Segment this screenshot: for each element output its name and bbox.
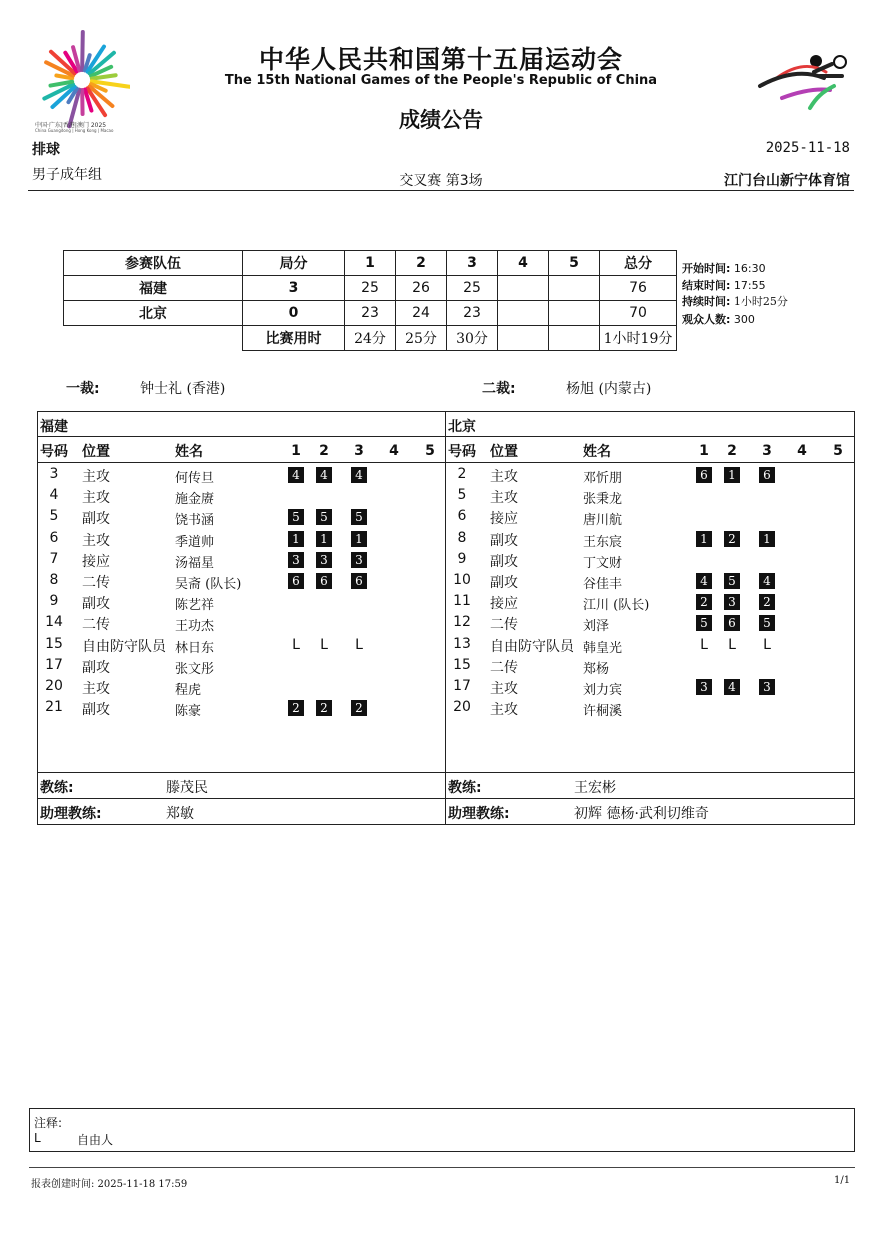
elapsed-time: 持续时间: 1小时25分 bbox=[682, 295, 788, 308]
coach-label: 教练: bbox=[40, 780, 74, 796]
player-name: 陈艺祥 bbox=[175, 598, 215, 614]
set-score bbox=[498, 276, 549, 301]
player-name: 王功杰 bbox=[175, 619, 215, 635]
team-name: 北京 bbox=[64, 301, 243, 326]
starting-position: 6 bbox=[759, 467, 775, 483]
player-number: 6 bbox=[49, 529, 59, 546]
col-set-header: 4 bbox=[389, 443, 399, 459]
starting-position: 5 bbox=[696, 615, 712, 631]
col-set-header: 2 bbox=[727, 443, 737, 459]
starting-position: 2 bbox=[288, 700, 304, 716]
starting-position: 6 bbox=[724, 615, 740, 631]
team-name: 福建 bbox=[64, 276, 243, 301]
starting-position: 1 bbox=[288, 531, 304, 547]
page-number: 1/1 bbox=[834, 1175, 851, 1186]
starting-position: 6 bbox=[351, 573, 367, 589]
player-position: 主攻 bbox=[490, 490, 518, 507]
first-referee: 钟士礼 (香港) bbox=[140, 381, 226, 397]
player-name: 陈豪 bbox=[175, 704, 202, 720]
notes-label: 注释: bbox=[34, 1116, 63, 1130]
col-set-header: 3 bbox=[762, 443, 772, 459]
coach-label: 教练: bbox=[448, 780, 482, 796]
player-number: 13 bbox=[453, 635, 471, 652]
player-position: 二传 bbox=[490, 617, 518, 634]
assistant-coach-name: 郑敏 bbox=[166, 806, 194, 822]
coach-name: 滕茂民 bbox=[166, 780, 208, 796]
player-name: 林日东 bbox=[175, 640, 215, 656]
score-header-row bbox=[64, 251, 677, 276]
player-name: 施金赓 bbox=[175, 492, 215, 508]
set-score: 25 bbox=[345, 276, 396, 301]
player-position: 副攻 bbox=[82, 511, 110, 528]
starting-position: 3 bbox=[288, 552, 304, 568]
header-total: 总分 bbox=[600, 251, 677, 276]
header-set1: 1 bbox=[345, 251, 396, 276]
starting-position: 4 bbox=[759, 573, 775, 589]
col-name-header: 姓名 bbox=[583, 444, 611, 460]
set-score bbox=[498, 301, 549, 326]
set-score: 23 bbox=[345, 301, 396, 326]
player-position: 主攻 bbox=[490, 469, 518, 485]
player-position: 二传 bbox=[490, 659, 518, 676]
player-name: 丁文财 bbox=[583, 555, 623, 571]
notes-meaning: 自由人 bbox=[77, 1133, 114, 1147]
player-name: 江川 (队长) bbox=[583, 598, 650, 614]
player-name: 张秉龙 bbox=[583, 492, 623, 508]
player-number: 17 bbox=[453, 678, 471, 694]
starting-position: 3 bbox=[316, 552, 332, 568]
starting-position: 2 bbox=[759, 594, 775, 610]
player-number: 12 bbox=[453, 614, 471, 631]
col-name-header: 姓名 bbox=[175, 444, 203, 460]
player-name: 张文彤 bbox=[175, 661, 215, 677]
report-created: 报表创建时间: 2025-11-18 17:59 bbox=[31, 1179, 188, 1190]
player-number: 5 bbox=[457, 487, 467, 504]
round-label: 交叉赛 第3场 bbox=[399, 173, 483, 189]
logo-caption-en: China Guangdong | Hong Kong | Macao bbox=[35, 128, 114, 133]
starting-position: 3 bbox=[724, 594, 740, 610]
player-position: 副攻 bbox=[82, 596, 110, 613]
starting-position: 4 bbox=[724, 679, 740, 695]
duration-row bbox=[64, 326, 677, 351]
first-referee-label: 一裁: bbox=[66, 381, 100, 397]
starting-position: 5 bbox=[316, 509, 332, 525]
footer-divider bbox=[29, 1167, 855, 1168]
col-set-header: 1 bbox=[291, 443, 301, 459]
player-position: 二传 bbox=[82, 617, 110, 634]
player-number: 8 bbox=[457, 529, 467, 546]
starting-position: 2 bbox=[724, 531, 740, 547]
set-score: 25 bbox=[447, 276, 498, 301]
player-position: 副攻 bbox=[490, 575, 518, 591]
libero-mark: L bbox=[728, 636, 736, 653]
player-name: 邓忻朋 bbox=[583, 471, 623, 486]
starting-position: 2 bbox=[316, 700, 332, 716]
starting-position: 4 bbox=[316, 467, 332, 483]
player-name: 郑杨 bbox=[583, 661, 610, 677]
page-title-en: The 15th National Games of the People's Republic of China bbox=[224, 73, 658, 88]
col-pos-header: 位置 bbox=[82, 444, 110, 460]
col-set-header: 5 bbox=[833, 443, 843, 459]
player-position: 接应 bbox=[490, 596, 518, 613]
player-position: 副攻 bbox=[82, 659, 110, 676]
roster-divider bbox=[445, 411, 446, 825]
col-pos-header: 位置 bbox=[490, 444, 518, 460]
group-label: 男子成年组 bbox=[32, 167, 102, 183]
player-name: 刘泽 bbox=[583, 619, 610, 635]
player-position: 副攻 bbox=[82, 702, 110, 719]
player-number: 4 bbox=[49, 487, 59, 504]
set-score: 23 bbox=[447, 301, 498, 326]
report-date: 2025-11-18 bbox=[765, 140, 850, 156]
player-number: 20 bbox=[45, 678, 63, 694]
starting-position: 1 bbox=[316, 531, 332, 547]
starting-position: 3 bbox=[351, 552, 367, 568]
starting-position: 4 bbox=[351, 467, 367, 483]
score-table bbox=[63, 250, 677, 351]
starting-position: 6 bbox=[316, 573, 332, 589]
player-position: 主攻 bbox=[82, 469, 110, 485]
set-duration bbox=[549, 326, 600, 351]
header-divider bbox=[28, 190, 854, 191]
assistant-coach-name: 初辉 德杨·武利切维奇 bbox=[574, 806, 709, 822]
second-referee-label: 二裁: bbox=[482, 381, 516, 397]
col-set-header: 2 bbox=[319, 443, 329, 459]
player-position: 主攻 bbox=[490, 702, 518, 719]
player-position: 主攻 bbox=[82, 532, 110, 549]
player-number: 9 bbox=[49, 593, 59, 610]
player-number: 2 bbox=[457, 466, 467, 482]
set-score bbox=[549, 276, 600, 301]
player-number: 10 bbox=[453, 572, 471, 588]
score-row bbox=[64, 276, 677, 301]
total-duration: 1小时19分 bbox=[600, 326, 677, 351]
player-position: 接应 bbox=[490, 511, 518, 528]
starting-position: 1 bbox=[724, 467, 740, 483]
player-name: 刘力宾 bbox=[583, 683, 623, 698]
player-name: 韩皇光 bbox=[583, 640, 623, 656]
set-duration: 25分 bbox=[396, 326, 447, 351]
player-position: 副攻 bbox=[490, 553, 518, 570]
col-set-header: 4 bbox=[797, 443, 807, 459]
sport-label: 排球 bbox=[32, 142, 60, 158]
team-title: 福建 bbox=[40, 419, 68, 435]
col-set-header: 1 bbox=[699, 443, 709, 459]
starting-position: 1 bbox=[696, 531, 712, 547]
total-score: 70 bbox=[600, 301, 677, 326]
sets-won: 0 bbox=[243, 301, 345, 326]
set-score: 26 bbox=[396, 276, 447, 301]
notes-key: L bbox=[34, 1131, 41, 1145]
player-name: 程虎 bbox=[175, 683, 202, 698]
set-duration: 30分 bbox=[447, 326, 498, 351]
starting-position: 2 bbox=[351, 700, 367, 716]
player-name: 季道帅 bbox=[175, 534, 215, 550]
player-position: 主攻 bbox=[82, 490, 110, 507]
starting-position: 1 bbox=[351, 531, 367, 547]
assistant-coach-label: 助理教练: bbox=[448, 806, 510, 822]
header-set5: 5 bbox=[549, 251, 600, 276]
player-position: 主攻 bbox=[490, 681, 518, 697]
player-position: 主攻 bbox=[82, 681, 110, 697]
total-score: 76 bbox=[600, 276, 677, 301]
player-number: 17 bbox=[45, 656, 63, 673]
player-position: 二传 bbox=[82, 575, 110, 591]
player-number: 11 bbox=[453, 593, 471, 610]
player-name: 谷佳丰 bbox=[583, 577, 623, 592]
libero-mark: L bbox=[763, 636, 771, 653]
player-number: 15 bbox=[45, 635, 63, 652]
starting-position: 5 bbox=[288, 509, 304, 525]
player-position: 自由防守队员 bbox=[490, 638, 574, 655]
team-title: 北京 bbox=[448, 419, 476, 435]
audience: 观众人数: 300 bbox=[682, 313, 755, 326]
col-num-header: 号码 bbox=[448, 444, 476, 460]
page-title-cn: 中华人民共和国第十五届运动会 bbox=[258, 45, 623, 74]
starting-position: 5 bbox=[759, 615, 775, 631]
player-number: 21 bbox=[45, 699, 63, 716]
player-name: 许桐溪 bbox=[583, 704, 623, 720]
col-num-header: 号码 bbox=[40, 444, 68, 460]
libero-mark: L bbox=[355, 636, 363, 653]
set-score: 24 bbox=[396, 301, 447, 326]
libero-mark: L bbox=[700, 636, 708, 653]
set-duration bbox=[498, 326, 549, 351]
col-set-header: 5 bbox=[425, 443, 435, 459]
notes-box bbox=[29, 1108, 855, 1152]
header-sets: 局分 bbox=[243, 251, 345, 276]
header-team: 参赛队伍 bbox=[64, 251, 243, 276]
player-position: 接应 bbox=[82, 553, 110, 570]
header-set2: 2 bbox=[396, 251, 447, 276]
assistant-coach-label: 助理教练: bbox=[40, 806, 102, 822]
player-position: 副攻 bbox=[490, 532, 518, 549]
libero-mark: L bbox=[320, 636, 328, 653]
col-set-header: 3 bbox=[354, 443, 364, 459]
player-number: 5 bbox=[49, 508, 59, 525]
starting-position: 3 bbox=[696, 679, 712, 695]
player-position: 自由防守队员 bbox=[82, 638, 166, 655]
starting-position: 5 bbox=[351, 509, 367, 525]
player-name: 王东宸 bbox=[583, 534, 623, 550]
player-name: 唐川航 bbox=[583, 513, 623, 529]
second-referee: 杨旭 (内蒙古) bbox=[566, 381, 652, 397]
libero-mark: L bbox=[292, 636, 300, 653]
player-number: 20 bbox=[453, 699, 471, 716]
coach-name: 王宏彬 bbox=[574, 780, 616, 796]
player-name: 何传旦 bbox=[175, 471, 215, 486]
set-duration: 24分 bbox=[345, 326, 396, 351]
player-number: 7 bbox=[49, 550, 59, 567]
player-name: 汤福星 bbox=[175, 555, 215, 571]
logo-caption: 中国·广东|香港|澳门 2025 bbox=[35, 122, 107, 129]
player-number: 3 bbox=[49, 466, 59, 482]
header-set4: 4 bbox=[498, 251, 549, 276]
starting-position: 3 bbox=[759, 679, 775, 695]
starting-position: 2 bbox=[696, 594, 712, 610]
start-time: 开始时间: 16:30 bbox=[682, 262, 766, 275]
player-number: 9 bbox=[457, 550, 467, 567]
starting-position: 1 bbox=[759, 531, 775, 547]
player-name: 饶书涵 bbox=[175, 513, 215, 529]
starting-position: 6 bbox=[696, 467, 712, 483]
player-number: 14 bbox=[45, 614, 63, 631]
header-set3: 3 bbox=[447, 251, 498, 276]
player-name: 吴斋 (队长) bbox=[175, 577, 242, 592]
sets-won: 3 bbox=[243, 276, 345, 301]
player-number: 6 bbox=[457, 508, 467, 525]
player-number: 15 bbox=[453, 656, 471, 673]
starting-position: 4 bbox=[696, 573, 712, 589]
score-row bbox=[64, 301, 677, 326]
venue-label: 江门台山新宁体育馆 bbox=[724, 173, 850, 189]
duration-label: 比赛用时 bbox=[243, 326, 345, 351]
starting-position: 6 bbox=[288, 573, 304, 589]
starting-position: 5 bbox=[724, 573, 740, 589]
set-score bbox=[549, 301, 600, 326]
end-time: 结束时间: 17:55 bbox=[682, 279, 766, 292]
starting-position: 4 bbox=[288, 467, 304, 483]
player-number: 8 bbox=[49, 572, 59, 588]
report-title: 成绩公告 bbox=[399, 108, 483, 132]
